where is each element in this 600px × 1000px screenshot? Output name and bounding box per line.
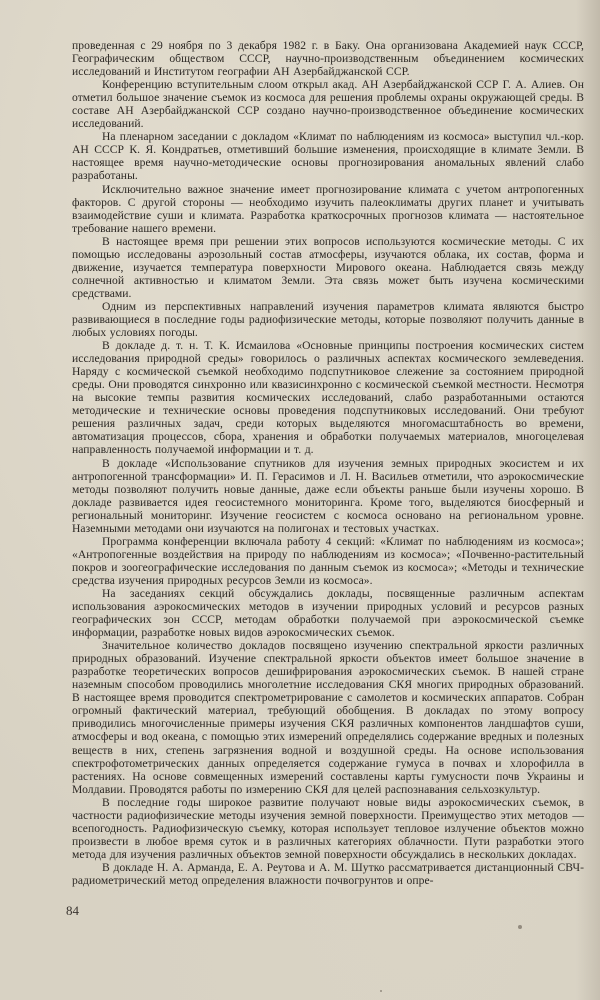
- document-page-body: [72, 39, 584, 887]
- paragraph-opening-speech: Конференцию вступительным слоом открыл акад. АН Азербайджанской ССР Г. А. Алиев. Он отметил большое значение съемок из космоса для решения проблемы охраны окружающей среды. В составе АН Азербайджанской ССР создано научно-производственное объединение космических исследований.: [72, 78, 584, 131]
- paragraph-section-sessions: На заседаниях секций обсуждались доклады, посвященные различным аспектам использования аэрокосмических методов в изучении природных условий и ресурсов разных географических зон СССР, методам обработки получаемой при аэрокосмической съемке информации, разработке новых видов аэрокосмических съемок.: [72, 586, 584, 640]
- page-number: 84: [66, 903, 79, 918]
- paragraph-space-methods: В настоящее время при решении этих вопросов используются космические методы. С их помощью исследованы аэрозольный состав атмосферы, изучаются облака, их состав, форма и движение, изучается температура поверхности Мирового океана. Наблюдается связь между солнечной активностью и климатом Земли. Эта связь может быть изучена космическими средствами.: [72, 234, 584, 300]
- paragraph-armand-report: В докладе Н. А. Арманда, Е. А. Реутова и А. М. Шутко рассматривается дистанционный СВЧ-радиометрический метод определения влажности почвогрунтов и опре-: [72, 860, 584, 887]
- paragraph-radiophysical-methods: Одним из перспективных направлений изучения параметров климата являются быстро развивающиеся в последние годы радиофизические методы, которые позволяют получить данные в любых условиях погоды.: [72, 299, 584, 340]
- paragraph-new-survey-types: В последние годы широкое развитие получают новые виды аэрокосмических съемок, в частности радиофизические методы изучения земной поверхности. Преимущество этих методов — всепогодность. Радиофизическую съемку, которая использует тепловое излучение объектов можно произвести в любое время суток и в различных категориях облачности. Пути разработки этого метода для изучения различных объектов земной поверхности обсуждались в нескольких докладах.: [72, 795, 584, 861]
- paper-speck: [518, 925, 522, 929]
- paragraph-ismailov-report: В докладе д. т. н. Т. К. Исмаилова «Основные принципы построения космических систем исследования природной среды» говорилось о различных аспектах космического землеведения. Наряду с космической съемкой необходимо подспутниковое слежение за состоянием природной среды. Они проводятся синхронно или квазисинхронно с космической съемкой местности. Несмотря на высокие темпы развития космических исследований, слабо разработанными остаются методические и технические основы проведения подспутниковых исследований. Они требуют решения различных задач, среди которых выделяются многомасштабность во времени, автоматизация процессов, сбора, хранения и обработки получаемых материалов, многоцелевая направленность получаемой информации и т. д.: [72, 339, 584, 457]
- paper-speck: [380, 990, 382, 992]
- paragraph-gerasimov-report: В докладе «Использование спутников для изучения земных природных экосистем и их антропогенной трансформации» И. П. Герасимов и Л. Н. Васильев отметили, что аэрокосмические методы позволяют получить новые данные, даже если объекты раньше были изучены хорошо. В докладе развивается идея геосистемного мониторинга. Кроме того, выделяются биосферный и региональный мониторинг. Изучение геосистем с космоса основано на региональном уровне. Наземными методами они изучаются на полигонах и тестовых участках.: [72, 456, 584, 535]
- paragraph-spectral-brightness: Значительное количество докладов посвящено изучению спектральной яркости различных природных образований. Изучение спектральной яркости объектов имеет большое значение в разработке теоретических вопросов дешифрирования аэрокосмических съемок. В нашей стране наземным способом проводились многолетние исследования СКЯ многих природных образований. В настоящее время проводится спектрометрирование с самолетов и космических аппаратов. Собран огромный фактический материал, требующий обобщения. В докладах по этому вопросу приводились многочисленные примеры изучения СКЯ различных компонентов ландшафтов суши, атмосферы и вод океана, с помощью этих измерений определялись содержание вредных и полезных веществ в них, степень загрязнения водной и воздушной среды. На основе использования спектрофотометрических данных определяется содержание гумуса в почвах и хлорофилла в растениях. На основе совмещенных измерений составлены карты гумусности почв Украины и Молдавии. Проводятся работы по измерению СКЯ для целей распознавания сельхозкультур.: [72, 639, 584, 796]
- paragraph-continuation: проведенная с 29 ноября по 3 декабря 1982 г. в Баку. Она организована Академией наук СССР, Географическим обществом СССР, научно-производственным объединением космических исследований и Институтом географии АН Азербайджанской ССР.: [72, 39, 584, 79]
- paragraph-plenary-session: На пленарном заседании с докладом «Климат по наблюдениям из космоса» выступил чл.-кор. АН СССР К. Я. Кондратьев, отметивший большие изменения, происходящие в климате Земли. В настоящее время научно-методические основы прогнозирования аномальных явлений слабо разработаны.: [72, 130, 584, 183]
- paragraph-climate-forecasting: Исключительно важное значение имеет прогнозирование климата с учетом антропогенных факторов. С другой стороны — необходимо изучить палеоклиматы других планет и учитывать взаимодействие суши и климата. Разработка краткосрочных прогнозов климата — настоятельное требование нашего времени.: [72, 182, 584, 235]
- paragraph-conference-program: Программа конференции включала работу 4 секций: «Климат по наблюдениям из космоса»; «Антропогенные воздействия на природу по наблюдениям из космоса»; «Почвенно-растительный покров и зоогеографические исследования по данным съемок из космоса»; «Методы и технические средства изучения природных ресурсов Земли из космоса».: [72, 534, 584, 587]
